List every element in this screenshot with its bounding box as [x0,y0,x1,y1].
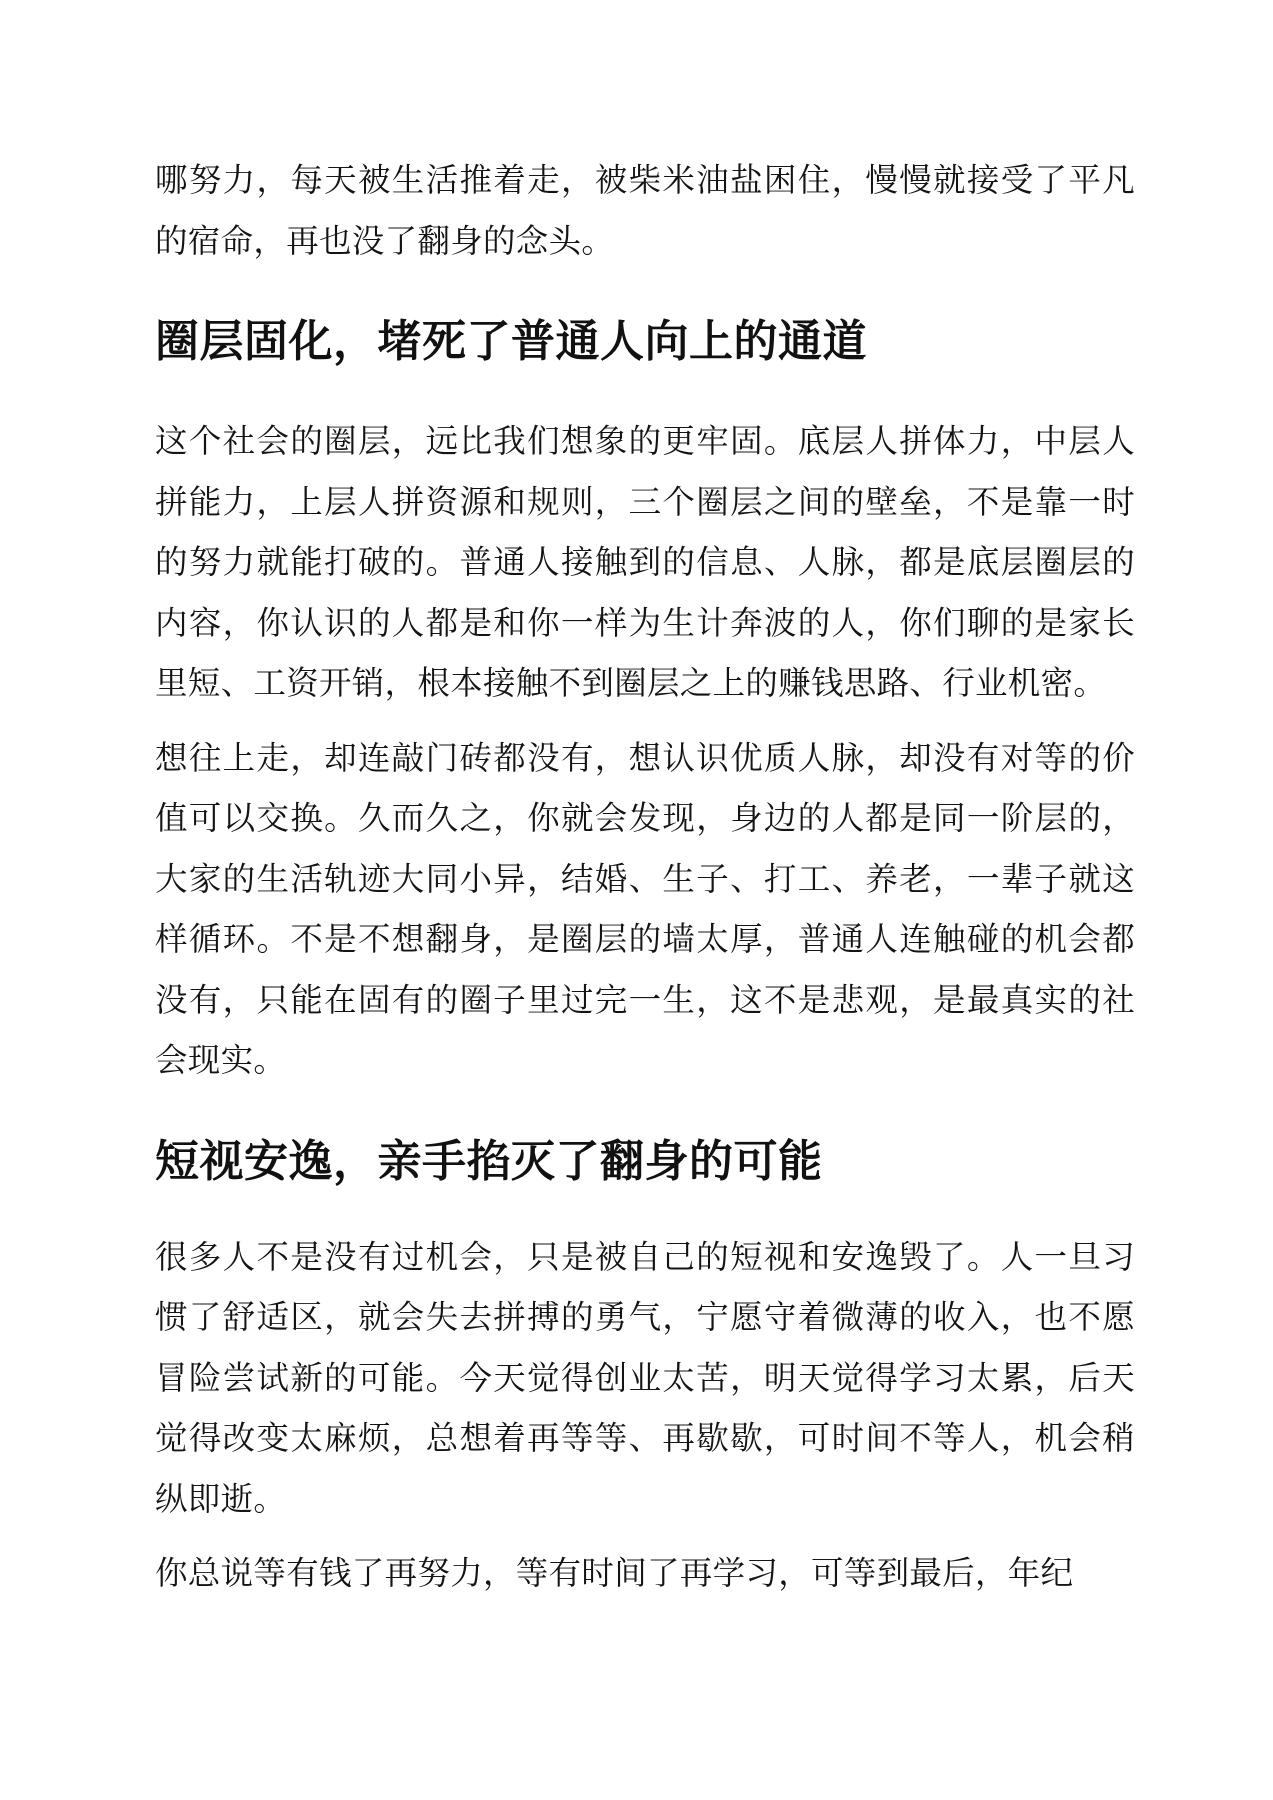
section-heading-1: 圈层固化，堵死了普通人向上的通道 [155,316,867,367]
paragraph-3: 想往上走，却连敲门砖都没有，想认识优质人脉，却没有对等的价值可以交换。久而久之，你就会发现，身边的人都是同一阶层的，大家的生活轨迹大同小异，结婚、生子、打工、养老，一辈子就这样循环。不是不想翻身，是圈层的墙太厚，普通人连触碰的机会都没有，只能在固有的圈子里过完一生，这不是悲观，是最真实的社会现实。 [155,738,1135,1079]
article-body [155,150,1135,1604]
paragraph-2: 这个社会的圈层，远比我们想象的更牢固。底层人拼体力，中层人拼能力，上层人拼资源和规则，三个圈层之间的壁垒，不是靠一时的努力就能打破的。普通人接触到的信息、人脉，都是底层圈层的内容，你认识的人都是和你一样为生计奔波的人，你们聊的是家长里短、工资开销，根本接触不到圈层之上的赚钱思路、行业机密。 [155,422,1135,702]
section-heading-2: 短视安逸，亲手掐灭了翻身的可能 [155,1135,823,1187]
paragraph-1: 哪努力，每天被生活推着走，被柴米油盐困住，慢慢就接受了平凡的宿命，再也没了翻身的念头。 [155,161,1135,260]
paragraph-4: 很多人不是没有过机会，只是被自己的短视和安逸毁了。人一旦习惯了舒适区，就会失去拼搏的勇气，宁愿守着微薄的收入，也不愿冒险尝试新的可能。今天觉得创业太苦，明天觉得学习太累，后天觉得改变太麻烦，总想着再等等、再歇歇，可时间不等人，机会稍纵即逝。 [155,1237,1135,1518]
paragraph-5: 你总说等有钱了再努力，等有时间了再学习，可等到最后，年纪 [155,1554,1074,1592]
